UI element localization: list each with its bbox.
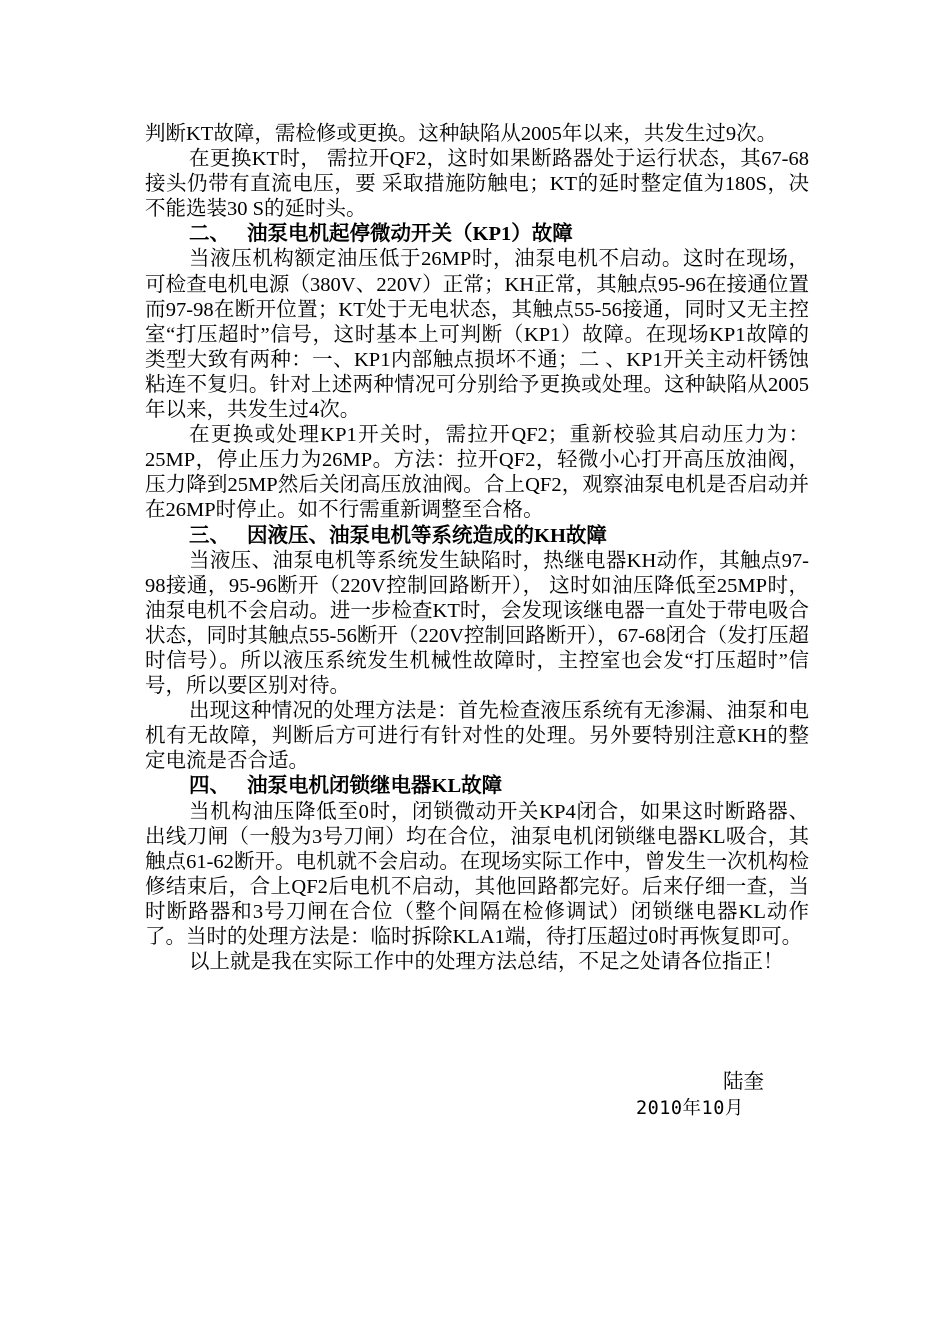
section-title: 因液压、油泵电机等系统造成的KH故障 <box>247 524 607 547</box>
paragraph: 出现这种情况的处理方法是：首先检查液压系统有无渗漏、油泵和电机有无故障，判断后方可进行有针对性的处理。另外要特别注意KH的整定电流是否合适。 <box>145 700 809 773</box>
author-name: 陆奎 <box>723 1071 764 1093</box>
section-number: 二、 <box>189 223 230 246</box>
paragraph: 当液压机构额定油压低于26MP时，油泵电机不启动。这时在现场，可检查电机电源（380V、220V）正常；KH正常，其触点95-96在接通位置而97-98在断开位置；KT处于无电状态，其触点55-56接通，同时又无主控室“打压超时”信号，这时基本上可判断（KP1）故障。在现场KP1故障的类型大致有两种：一、KP1内部触点损坏不通；二 、KP1开关主动杆锈蚀粘连不复归。针对上述两种情况可分别给予更换或处理。这种缺陷从2005年以来，共发生过4次。 <box>145 248 809 422</box>
paragraph: 在更换或处理KP1开关时，需拉开QF2；重新校验其启动压力为：25MP，停止压力为26MP。方法：拉开QF2，轻微小心打开高压放油阀，压力降到25MP然后关闭高压放油阀。合上QF2，观察油泵电机是否启动并在26MP时停止。如不行需重新调整至合格。 <box>145 424 809 522</box>
section-number: 三、 <box>189 524 230 547</box>
paragraph: 当液压、油泵电机等系统发生缺陷时，热继电器KH动作，其触点97-98接通，95-96断开（220V控制回路断开）， 这时如油压降低至25MP时，油泵电机不会启动。进一步检查KT时，会发现该继电器一直处于带电吸合状态，同时其触点55-56断开（220V控制回路断开），67-68闭合（发打压超时信号）。所以液压系统发生机械性故障时，主控室也会发“打压超时”信号，所以要区别对待。 <box>145 549 809 698</box>
paragraph-kt-replacement: 在更换KT时， 需拉开QF2，这时如果断路器处于运行状态，其67-68接头仍带有直流电压，要 采取措施防触电；KT的延时整定值为180S，决不能选装30 S的延时头。 <box>145 148 809 221</box>
section-heading-4 <box>145 774 809 799</box>
section-title: 油泵电机起停微动开关（KP1）故障 <box>247 223 573 246</box>
paragraph-continuation: 判断KT故障，需检修或更换。这种缺陷从2005年以来，共发生过9次。 <box>145 123 778 145</box>
closing-paragraph: 以上就是我在实际工作中的处理方法总结，不足之处请各位指正！ <box>189 951 784 974</box>
document-body <box>145 122 809 975</box>
section-number: 四、 <box>189 775 230 798</box>
document-date: 2010年10月 <box>636 1098 744 1119</box>
paragraph: 当机构油压降低至0时，闭锁微动开关KP4闭合，如果这时断路器、出线刀闸（一般为3号刀闸）均在合位，油泵电机闭锁继电器KL吸合，其触点61-62断开。电机就不会启动。在现场实际工作中，曾发生一次机构检修结束后，合上QF2后电机不启动，其他回路都完好。后来仔细一查，当时断路器和3号刀闸在合位（整个间隔在检修调试）闭锁继电器KL动作了。当时的处理方法是：临时拆除KLA1端，待打压超过0时再恢复即可。 <box>145 800 809 948</box>
section-title: 油泵电机闭锁继电器KL故障 <box>247 775 503 798</box>
section-heading-2 <box>145 222 809 247</box>
section-heading-3 <box>145 524 809 549</box>
